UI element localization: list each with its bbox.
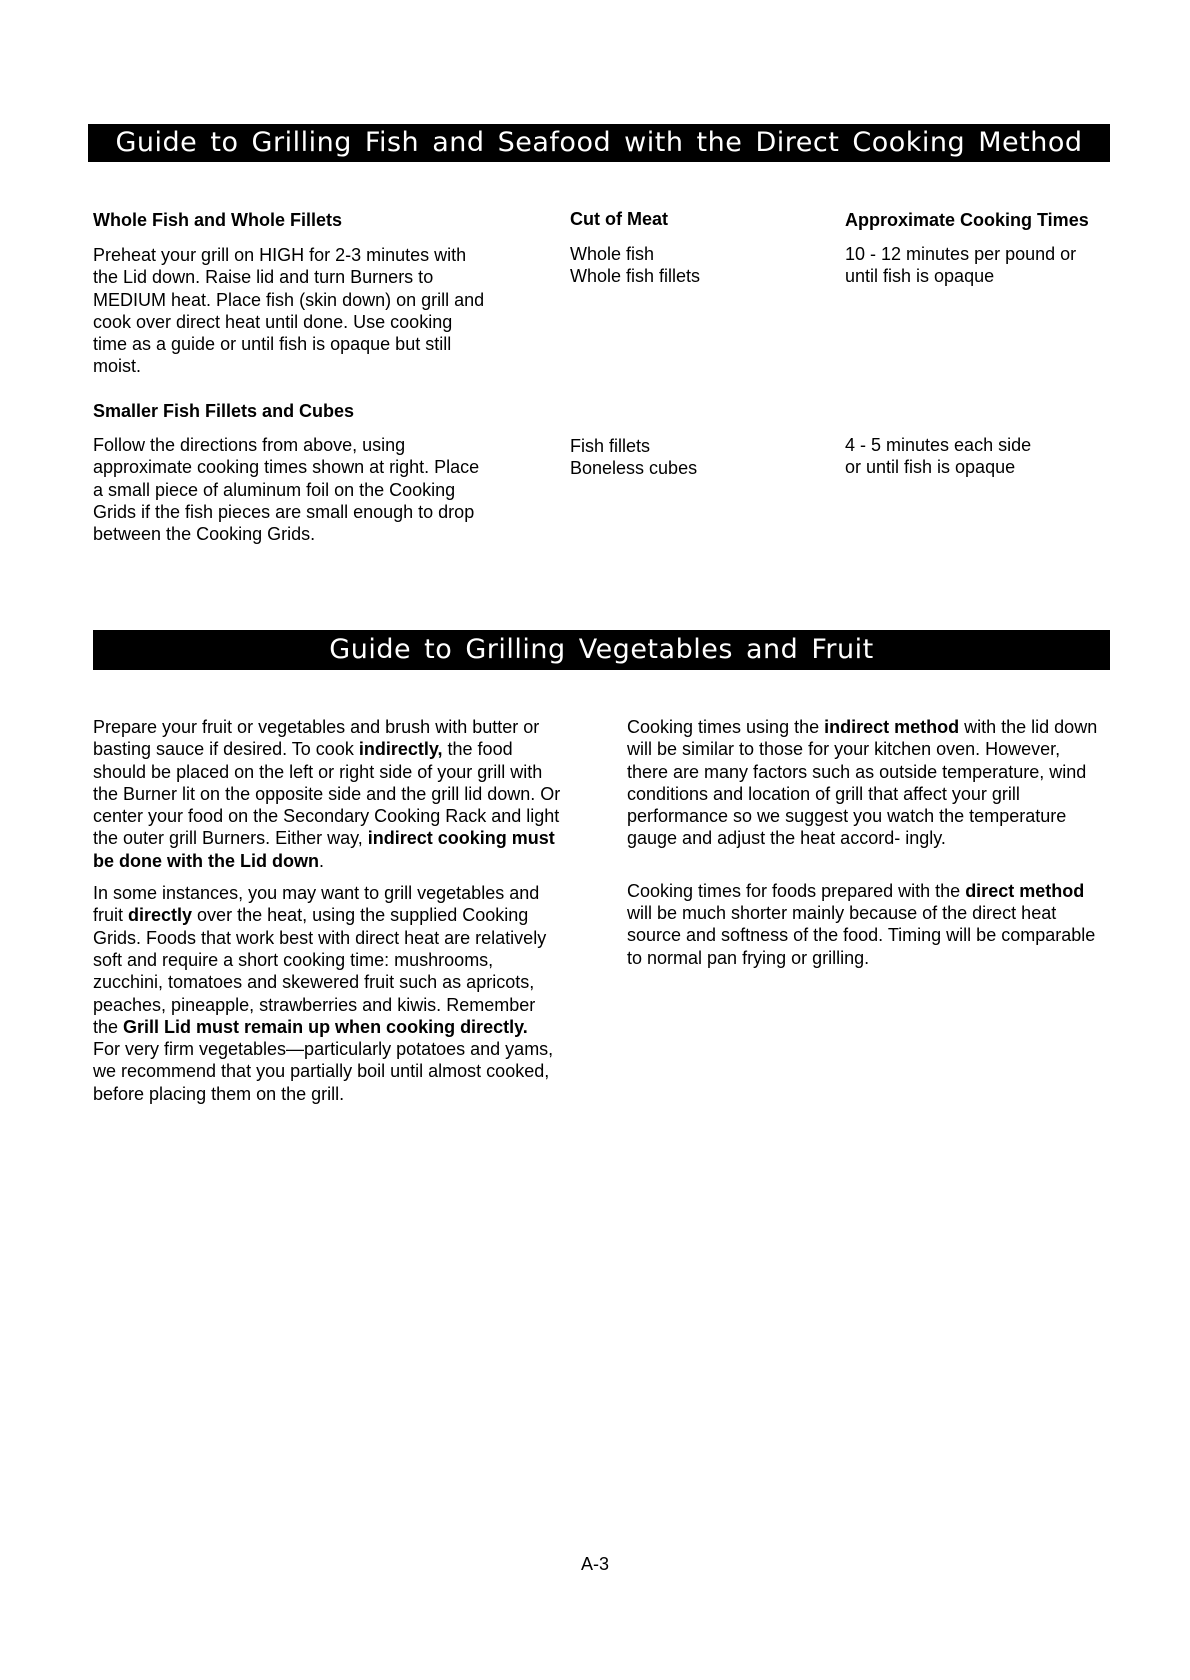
header-cut-of-meat: Cut of Meat [570, 209, 668, 229]
cut-list-whole [570, 243, 800, 288]
time-line: until fish is opaque [845, 266, 995, 287]
header-approx-times: Approximate Cooking Times [845, 210, 1089, 230]
time-line: or until fish is opaque [845, 457, 1016, 478]
time-line: 10 - 12 minutes per pound or [845, 244, 1077, 264]
smaller-fillets-instructions: Follow the directions from above, using approximate cooking times shown at right. Place a small piece of aluminum foil on the Cooking Grids if the fish pieces are small enough to drop between the Cooking Grids. [93, 435, 480, 545]
fish-section-title: Guide to Grilling Fish and Seafood with the Direct Cooking Method [115, 127, 1083, 158]
fish-section-banner [88, 124, 1110, 162]
veg-direct-times: Cooking times for foods prepared with the direct method will be much shorter mainly because of the direct heat source and softness of the food. Timing will be comparable to normal pan frying or grilling. [627, 880, 1096, 968]
veg-section-title: Guide to Grilling Vegetables and Fruit [329, 634, 874, 665]
veg-indirect-times: Cooking times using the indirect method with the lid down will be similar to those for your kitchen oven. However, there are many factors such as outside temperature, wind conditions and location of grill that affect your grill performance so we suggest you watch the temperature gauge and adjust the heat accord- ingly. [627, 717, 1098, 849]
cut-item: Whole fish fillets [570, 266, 701, 287]
whole-fish-instructions: Preheat your grill on HIGH for 2-3 minutes with the Lid down. Raise lid and turn Burners to MEDIUM heat. Place fish (skin down) on grill and cook over direct heat until done. Use cooking time as a guide or until fish is opaque but still moist. [93, 245, 485, 377]
cut-item: Whole fish [570, 244, 655, 264]
veg-firm-vegetables-note: For very firm vegetables—particularly potatoes and yams, we recommend that you partially boil until almost cooked, before placing them on the grill. [93, 1039, 554, 1104]
veg-left-column [93, 716, 563, 1105]
veg-section-banner [93, 630, 1110, 670]
cut-item: Fish fillets [570, 436, 651, 456]
time-small [845, 434, 1125, 479]
veg-indirect-paragraph: Prepare your fruit or vegetables and brush with butter or basting sauce if desired. To cook indirectly, the food should be placed on the left or right side of your grill with the Burner lit on the opposite side and the grill lid down. Or center your food on the Secondary Cooking Rack and light the outer grill Burners. Either way, indirect cooking must be done with the Lid down. [93, 717, 561, 871]
time-line: 4 - 5 minutes each side [845, 435, 1032, 455]
veg-right-column [627, 716, 1102, 969]
cut-item: Boneless cubes [570, 458, 698, 479]
veg-direct-paragraph: In some instances, you may want to grill vegetables and fruit directly over the heat, using the supplied Cooking Grids. Foods that work best with direct heat are relatively soft and require a short cooking time: mushrooms, zucchini, tomatoes and skewered fruit such as apricots, peaches, pineapple, strawberries and kiwis. Remember the Grill Lid must remain up when cooking directly. [93, 883, 547, 1037]
header-whole-fish: Whole Fish and Whole Fillets [93, 210, 343, 230]
page-number: A-3 [580, 1554, 609, 1574]
time-whole [845, 243, 1125, 288]
header-smaller-fillets: Smaller Fish Fillets and Cubes [93, 401, 355, 421]
cut-list-small [570, 435, 800, 480]
